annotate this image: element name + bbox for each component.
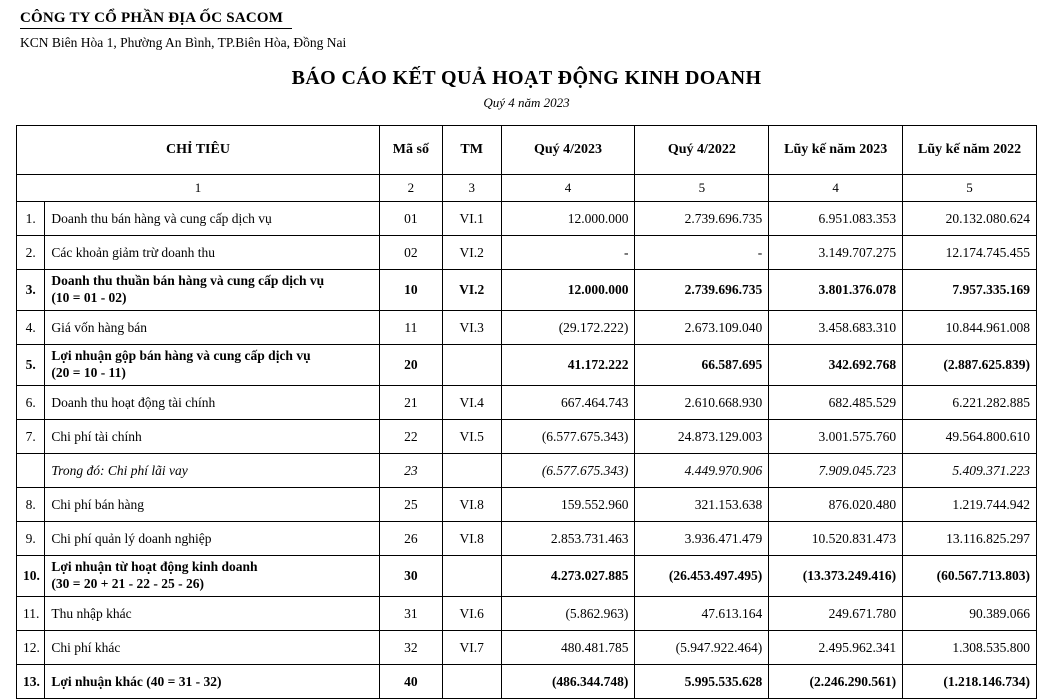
row-value-q4-2023: 667.464.743 [501,386,635,420]
row-value-ytd-2022: 7.957.335.169 [903,270,1037,311]
row-code: 40 [379,665,442,699]
row-code: 26 [379,522,442,556]
row-code: 30 [379,556,442,597]
row-label: Lợi nhuận khác (40 = 31 - 32) [45,665,380,699]
row-code: 10 [379,270,442,311]
row-index: 12. [17,631,45,665]
row-value-ytd-2022: 20.132.080.624 [903,202,1037,236]
table-row [17,631,1037,665]
row-value-q4-2022: 2.739.696.735 [635,202,769,236]
column-header-ytd-2023: Lũy kế năm 2023 [769,126,903,175]
row-value-q4-2022: 3.936.471.479 [635,522,769,556]
table-row [17,345,1037,386]
row-value-ytd-2023: 2.495.962.341 [769,631,903,665]
row-note [442,556,501,597]
row-note: VI.6 [442,597,501,631]
column-number-2: 2 [379,175,442,202]
row-index: 7. [17,420,45,454]
table-row [17,270,1037,311]
column-number-4b: 4 [769,175,903,202]
row-value-q4-2022: 2.739.696.735 [635,270,769,311]
row-index: 8. [17,488,45,522]
column-header-q4-2023: Quý 4/2023 [501,126,635,175]
row-code: 21 [379,386,442,420]
company-name: CÔNG TY CỔ PHẦN ĐỊA ỐC SACOM [20,10,284,26]
row-label [45,556,380,597]
row-value-q4-2023: 2.853.731.463 [501,522,635,556]
row-label: Chi phí quản lý doanh nghiệp [45,522,380,556]
table-row [17,236,1037,270]
row-index [17,454,45,488]
row-label: Trong đó: Chi phí lãi vay [45,454,380,488]
income-statement-table [16,125,1037,699]
column-number-3: 3 [442,175,501,202]
row-label-line1: Doanh thu thuần bán hàng và cung cấp dịch vụ [51,273,325,289]
row-label: Doanh thu bán hàng và cung cấp dịch vụ [45,202,380,236]
row-code: 32 [379,631,442,665]
row-label-line2: (30 = 20 + 21 - 22 - 25 - 26) [51,576,204,591]
row-value-ytd-2023: 6.951.083.353 [769,202,903,236]
row-note [442,665,501,699]
row-value-ytd-2023: 3.149.707.275 [769,236,903,270]
row-value-ytd-2023: 7.909.045.723 [769,454,903,488]
row-index: 9. [17,522,45,556]
row-code: 01 [379,202,442,236]
column-number-1: 1 [17,175,380,202]
column-number-4a: 4 [501,175,635,202]
column-header-indicator: CHỈ TIÊU [17,126,380,175]
column-number-5a: 5 [635,175,769,202]
row-code: 11 [379,311,442,345]
row-value-ytd-2023: 249.671.780 [769,597,903,631]
company-address: KCN Biên Hòa 1, Phường An Bình, TP.Biên Hòa, Đồng Nai [20,35,347,50]
row-value-q4-2023: (6.577.675.343) [501,420,635,454]
row-value-q4-2022: 4.449.970.906 [635,454,769,488]
row-label-line2: (20 = 10 - 11) [51,365,126,380]
row-value-ytd-2023: 3.801.376.078 [769,270,903,311]
row-value-ytd-2023: (13.373.249.416) [769,556,903,597]
row-value-ytd-2022: 1.219.744.942 [903,488,1037,522]
row-note: VI.8 [442,522,501,556]
row-value-ytd-2022: 13.116.825.297 [903,522,1037,556]
row-note: VI.2 [442,236,501,270]
table-row [17,665,1037,699]
row-value-ytd-2023: 3.458.683.310 [769,311,903,345]
row-value-q4-2022: (5.947.922.464) [635,631,769,665]
row-value-ytd-2023: 3.001.575.760 [769,420,903,454]
row-value-q4-2022: 5.995.535.628 [635,665,769,699]
row-label: Chi phí khác [45,631,380,665]
row-value-q4-2022: 2.673.109.040 [635,311,769,345]
column-header-q4-2022: Quý 4/2022 [635,126,769,175]
row-note: VI.8 [442,488,501,522]
row-label-line2: (10 = 01 - 02) [51,290,127,305]
table-row [17,202,1037,236]
row-value-ytd-2022: (1.218.146.734) [903,665,1037,699]
row-index: 2. [17,236,45,270]
row-value-q4-2022: 2.610.668.930 [635,386,769,420]
row-note: VI.2 [442,270,501,311]
row-value-q4-2023: - [501,236,635,270]
row-value-q4-2023: (6.577.675.343) [501,454,635,488]
row-value-q4-2023: (486.344.748) [501,665,635,699]
row-index: 5. [17,345,45,386]
row-value-q4-2022: - [635,236,769,270]
row-value-ytd-2022: 5.409.371.223 [903,454,1037,488]
row-label: Chi phí tài chính [45,420,380,454]
row-label: Giá vốn hàng bán [45,311,380,345]
row-value-ytd-2022: 49.564.800.610 [903,420,1037,454]
column-header-note: TM [442,126,501,175]
table-row [17,522,1037,556]
row-index: 1. [17,202,45,236]
row-value-q4-2023: 12.000.000 [501,270,635,311]
row-label: Doanh thu hoạt động tài chính [45,386,380,420]
row-label [45,270,380,311]
row-code: 20 [379,345,442,386]
table-header-row [17,126,1037,175]
table-row [17,420,1037,454]
page-title: BÁO CÁO KẾT QUẢ HOẠT ĐỘNG KINH DOANH [291,67,762,89]
column-header-ytd-2022: Lũy kế năm 2022 [903,126,1037,175]
column-number-5b: 5 [903,175,1037,202]
row-value-q4-2023: 159.552.960 [501,488,635,522]
table-row [17,556,1037,597]
row-value-ytd-2022: 1.308.535.800 [903,631,1037,665]
row-note: VI.4 [442,386,501,420]
row-value-ytd-2022: 6.221.282.885 [903,386,1037,420]
row-value-ytd-2023: (2.246.290.561) [769,665,903,699]
row-value-q4-2023: (5.862.963) [501,597,635,631]
row-value-ytd-2022: 12.174.745.455 [903,236,1037,270]
row-value-q4-2023: 12.000.000 [501,202,635,236]
row-value-ytd-2023: 10.520.831.473 [769,522,903,556]
row-value-ytd-2022: 90.389.066 [903,597,1037,631]
row-value-ytd-2022: (60.567.713.803) [903,556,1037,597]
company-name-underline [20,28,292,29]
row-index: 11. [17,597,45,631]
row-note: VI.7 [442,631,501,665]
row-label [45,345,380,386]
row-note [442,454,501,488]
table-row [17,488,1037,522]
row-value-q4-2023: (29.172.222) [501,311,635,345]
table-row [17,454,1037,488]
row-value-ytd-2023: 342.692.768 [769,345,903,386]
table-body [17,202,1037,699]
row-value-q4-2023: 41.172.222 [501,345,635,386]
table-column-number-row [17,175,1037,202]
row-index: 10. [17,556,45,597]
row-label-line1: Lợi nhuận từ hoạt động kinh doanh [51,559,258,575]
table-row [17,386,1037,420]
row-label: Thu nhập khác [45,597,380,631]
row-note: VI.3 [442,311,501,345]
row-code: 02 [379,236,442,270]
row-index: 6. [17,386,45,420]
row-value-q4-2023: 4.273.027.885 [501,556,635,597]
table-row [17,311,1037,345]
column-header-code: Mã số [379,126,442,175]
row-code: 25 [379,488,442,522]
row-index: 4. [17,311,45,345]
row-index: 13. [17,665,45,699]
row-value-q4-2022: 47.613.164 [635,597,769,631]
row-value-q4-2023: 480.481.785 [501,631,635,665]
row-code: 23 [379,454,442,488]
row-value-q4-2022: 24.873.129.003 [635,420,769,454]
row-index: 3. [17,270,45,311]
row-value-q4-2022: 321.153.638 [635,488,769,522]
table-row [17,597,1037,631]
row-value-q4-2022: 66.587.695 [635,345,769,386]
row-note: VI.1 [442,202,501,236]
row-value-ytd-2023: 876.020.480 [769,488,903,522]
row-code: 22 [379,420,442,454]
page-subtitle: Quý 4 năm 2023 [483,95,570,110]
row-value-q4-2022: (26.453.497.495) [635,556,769,597]
row-note: VI.5 [442,420,501,454]
row-label: Các khoản giảm trừ doanh thu [45,236,380,270]
row-label-line1: Lợi nhuận gộp bán hàng và cung cấp dịch vụ [51,348,311,364]
row-value-ytd-2023: 682.485.529 [769,386,903,420]
row-note [442,345,501,386]
row-code: 31 [379,597,442,631]
row-value-ytd-2022: (2.887.625.839) [903,345,1037,386]
row-label: Chi phí bán hàng [45,488,380,522]
row-value-ytd-2022: 10.844.961.008 [903,311,1037,345]
